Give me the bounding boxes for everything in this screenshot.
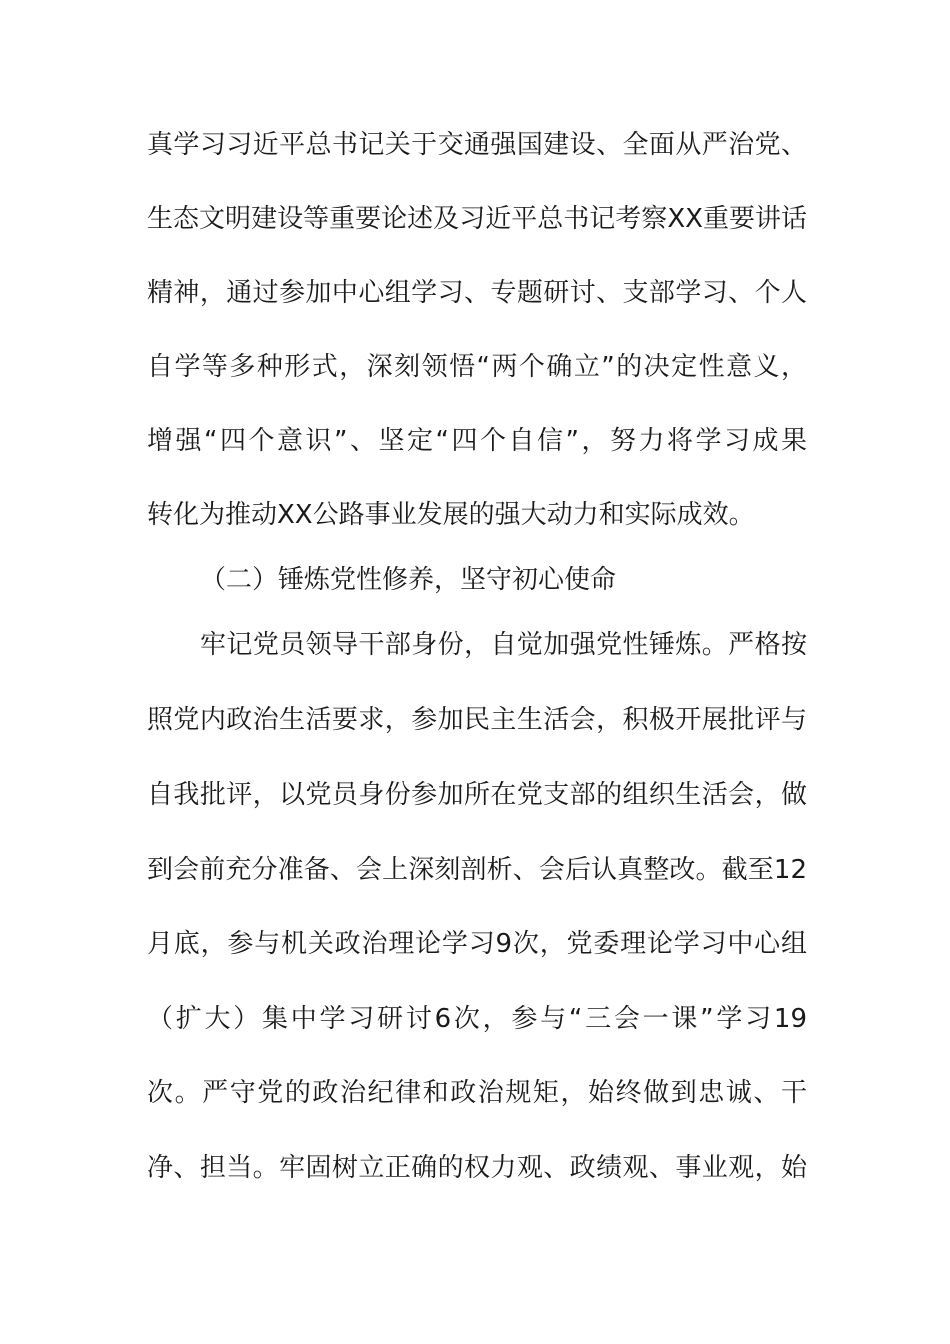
paragraph-line: 牢记党员领导干部身份，自觉加强党性锤炼。严格按 xyxy=(200,630,807,660)
paragraph-line: 自学等多种形式，深刻领悟“两个确立”的决定性意义， xyxy=(147,352,807,382)
paragraph-line: 生态文明建设等重要论述及习近平总书记考察XX重要讲话 xyxy=(147,204,807,234)
paragraph-line: 自我批评，以党员身份参加所在党支部的组织生活会，做 xyxy=(147,780,807,810)
paragraph-line: 转化为推动XX公路事业发展的强大动力和实际成效。 xyxy=(147,500,755,530)
paragraph-line: 月底，参与机关政治理论学习9次，党委理论学习中心组 xyxy=(147,929,807,959)
paragraph-line: 净、担当。牢固树立正确的权力观、政绩观、事业观，始 xyxy=(147,1153,807,1183)
paragraph-line: 增强“四个意识”、坚定“四个自信”，努力将学习成果 xyxy=(147,426,807,456)
paragraph-line: 精神，通过参加中心组学习、专题研讨、支部学习、个人 xyxy=(147,278,807,308)
paragraph-line: 次。严守党的政治纪律和政治规矩，始终做到忠诚、干 xyxy=(147,1078,807,1108)
paragraph-line: 真学习习近平总书记关于交通强国建设、全面从严治党、 xyxy=(147,130,807,160)
paragraph-line: （扩大）集中学习研讨6次，参与“三会一课”学习19 xyxy=(147,1004,807,1034)
section-heading: （二）锤炼党性修养，坚守初心使命 xyxy=(200,565,617,595)
paragraph-line: 到会前充分准备、会上深刻剖析、会后认真整改。截至12 xyxy=(147,855,807,885)
paragraph-line: 照党内政治生活要求，参加民主生活会，积极开展批评与 xyxy=(147,705,807,735)
